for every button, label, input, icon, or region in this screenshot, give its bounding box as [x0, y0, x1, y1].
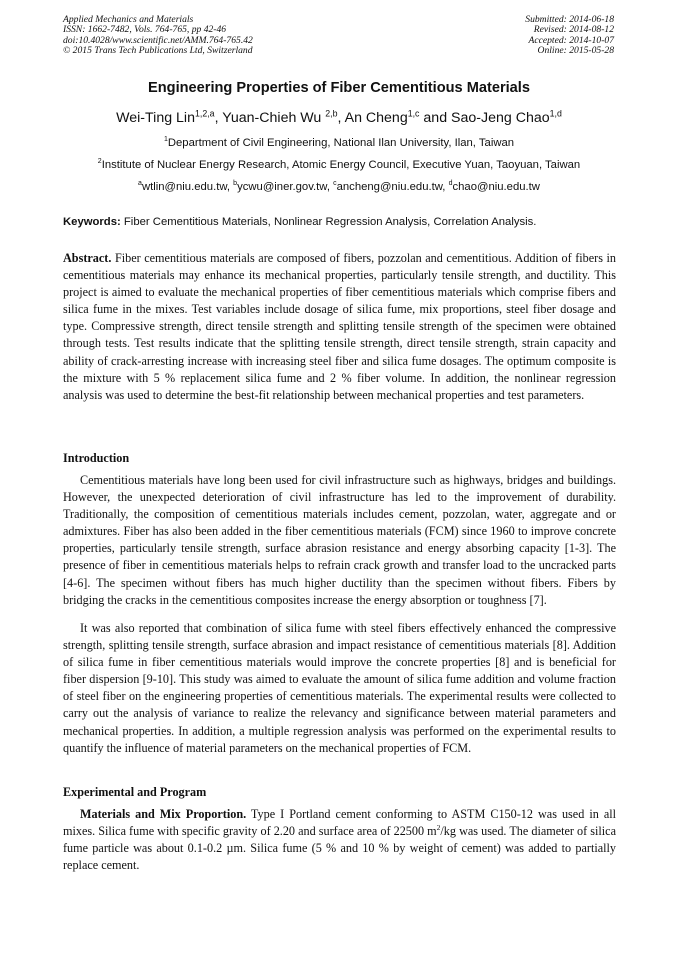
- affiliation-text: Department of Civil Engineering, National Ilan University, Ilan, Taiwan: [167, 137, 515, 149]
- abstract-label: Abstract.: [63, 251, 112, 265]
- abstract-text: Fiber cementitious materials are composed of fibers, pozzolan and cementitious. Addition of fibers in cementitious materials may enhance its mechanical properties, particularly tensile strength, and ductility. This project is aimed to evaluate the mechanical properties of fiber cementitious materials which comprise fibers and silica fume in the mixes. Test variables include dosage of silica fume, mix proportions, steel fiber dosage and type. Compressive strength, direct tensile strength and splitting tensile strength of the specimen were obtained through tests. Test results indicate that the splitting tensile strength, direct tensile strength, strain capacity and ability of crack-arresting increase with increasing steel fiber and silica fume dosages. The optimum composite is the mixture with 5 % replacement silica fume and 2 % fiber volume. In addition, the nonlinear regression analysis was used to determine the best-fit relationship between mechanical properties and test parameters.: [63, 251, 616, 402]
- author-affiliation-mark: 2,b: [325, 108, 338, 119]
- materials-text-a: Type I Portland cement conforming to ASTM C150-12 was used in all mixes. Silica fume with specific gravity of 2.20 and surface area of 22500 m: [63, 807, 616, 839]
- author-emails: [0, 181, 678, 193]
- email-mark: d: [448, 180, 453, 188]
- author-name: Sao-Jeng Chao: [451, 110, 550, 126]
- keywords-line: [63, 216, 615, 228]
- author-name: Wei-Ting Lin: [116, 110, 195, 126]
- submitted-date: Submitted: 2014-06-18: [525, 14, 614, 25]
- email-link[interactable]: ancheng@niu.edu.tw,: [336, 181, 449, 193]
- author-list: [0, 110, 678, 126]
- doi-line: doi:10.4028/www.scientific.net/AMM.764-765.42: [63, 34, 253, 46]
- accepted-date: Accepted: 2014-10-07: [528, 34, 614, 46]
- affiliation-text: Institute of Nuclear Energy Research, Atomic Energy Council, Executive Yuan, Taoyuan, Taiwan: [101, 159, 581, 171]
- journal-name: Applied Mechanics and Materials: [63, 14, 194, 25]
- section-heading-introduction: Introduction: [63, 451, 130, 465]
- author-name: An Cheng: [344, 110, 408, 126]
- revised-date: Revised: 2014-08-12: [533, 24, 614, 36]
- author-separator: ,: [214, 110, 223, 126]
- keywords-label: Keywords:: [63, 216, 121, 228]
- copyright-line: © 2015 Trans Tech Publications Ltd, Switzerland: [63, 45, 253, 57]
- unit-exponent: 2: [436, 823, 441, 833]
- email-mark: b: [233, 180, 238, 188]
- author-affiliation-mark: 1,c: [407, 108, 420, 119]
- author-affiliation-mark: 1,d: [549, 108, 562, 119]
- affiliation-1: [0, 137, 678, 149]
- intro-paragraph-2: It was also reported that combination of silica fume with steel fibers effectively enhanced the compressive strength, splitting tensile strength, surface abrasion and impact resistance of cementitious materials [8]. Addition of silica fume in fiber cementitious materials would improve the concrete properties [8] and is beneficial for fiber dispersion [9-10]. This study was aimed to evaluate the amount of silica fume addition and volume fraction of steel fiber on the engineering properties of cementitious materials. The experimental results were collected to carry out the analysis of variance to realize the relevancy and significance between material parameters and mechanical properties. In addition, a multiple regression analysis was performed on the experimental results to quantify the influence of material parameters on the mechanical properties of FCM.: [63, 621, 616, 755]
- email-link[interactable]: wtlin@niu.edu.tw,: [141, 181, 234, 193]
- issn-line: ISSN: 1662-7482, Vols. 764-765, pp 42-46: [63, 24, 227, 36]
- section-heading-experimental: Experimental and Program: [63, 785, 207, 799]
- author-separator: and: [419, 110, 452, 126]
- paper-title: Engineering Properties of Fiber Cementitious Materials: [148, 80, 530, 96]
- affiliation-mark: 2: [97, 158, 102, 166]
- online-date: Online: 2015-05-28: [537, 45, 614, 57]
- journal-header-left: [63, 15, 253, 57]
- intro-paragraph-1: Cementitious materials have long been used for civil infrastructure such as highways, bridges and buildings. However, the unexpected deterioration of civil infrastructure has led to the improvement of durability. Traditionally, the composition of cementitious materials includes cement, pozzolan, water, aggregate and or admixtures. Fiber has also been added in the fiber cementitious materials (FCM) since 1960 to improve concrete properties, particularly tensile strength, surface abrasion resistance and energy absorbing capacity [1-3]. The presence of fiber in cementitious materials helps to refrain crack growth and transfer load to the uncracked parts [4-6]. The specimen without fibers has much higher ductility than the specimen without fibers. Fibers by bridging the cracks in the cementitious composites increase the energy absorption or toughness [7].: [63, 473, 616, 607]
- author-name: Yuan-Chieh Wu: [222, 110, 326, 126]
- email-link[interactable]: ycwu@iner.gov.tw,: [237, 181, 334, 193]
- keywords-text: Fiber Cementitious Materials, Nonlinear Regression Analysis, Correlation Analysis.: [120, 216, 537, 228]
- materials-text-b: /kg was used. The diameter of silica fume particle was about 0.1-0.2 µm. Silica fume (5 % and 10 % by weight of cement) was added to partially replace cement.: [63, 824, 617, 873]
- affiliation-2: [0, 159, 678, 171]
- email-mark: a: [138, 180, 142, 188]
- subsection-label-materials: Materials and Mix Proportion.: [80, 807, 247, 821]
- materials-paragraph: [63, 806, 616, 874]
- journal-header-right: [525, 15, 614, 57]
- author-affiliation-mark: 1,2,a: [194, 108, 215, 119]
- abstract-paragraph: [63, 250, 616, 404]
- email-mark: c: [333, 180, 337, 188]
- author-separator: ,: [337, 110, 345, 126]
- affiliation-mark: 1: [163, 136, 168, 144]
- email-link[interactable]: chao@niu.edu.tw: [452, 181, 540, 193]
